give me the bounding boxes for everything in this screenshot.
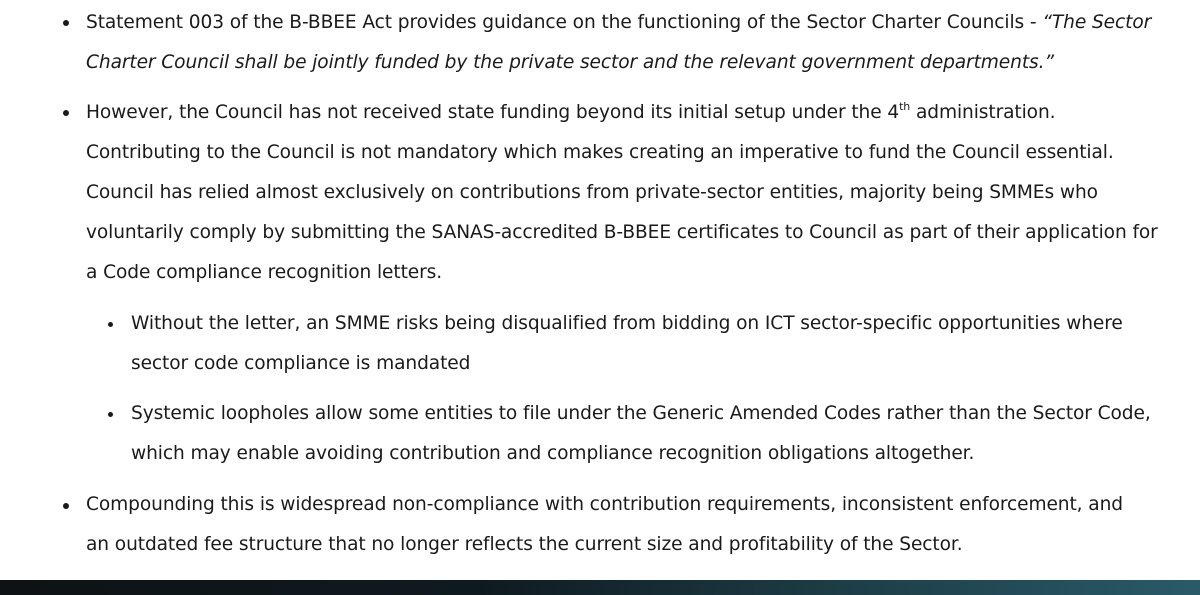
bullet-1-line-1: Statement 003 of the B-BBEE Act provides guidance on the functioning of the Sector Charter Councils - (86, 12, 1043, 33)
bullet-3-line-2: an outdated fee structure that no longer reflects the current size and profitability of the Sector. (86, 534, 963, 555)
sub-bullet-marker (108, 322, 113, 327)
bullet-marker (63, 503, 69, 509)
bullet-2-line-4: voluntarily comply by submitting the SANAS-accredited B-BBEE certificates to Council as part of their application for (86, 222, 1158, 243)
sub-bullet-2-line-2: which may enable avoiding contribution and compliance recognition obligations altogether. (131, 443, 975, 464)
bullet-2-line-1-text: However, the Council has not received state funding beyond its initial setup under the 4 (86, 102, 900, 123)
bullet-2-line-3: Council has relied almost exclusively on contributions from private-sector entities, majority being SMMEs who (86, 182, 1098, 203)
bullet-2-line-5: a Code compliance recognition letters. (86, 262, 443, 283)
sub-bullet-item-2 (131, 394, 1151, 474)
sub-bullet-1-line-1: Without the letter, an SMME risks being disqualified from bidding on ICT sector-specific opportunities where (131, 313, 1123, 334)
sub-bullet-item-1 (131, 304, 1123, 384)
ordinal-superscript: th (899, 100, 911, 113)
bullet-3-line-1: Compounding this is widespread non-compliance with contribution requirements, inconsistent enforcement, and (86, 494, 1123, 515)
bullet-1-line-2: Charter Council shall be jointly funded by the private sector and the relevant government departments.” (86, 52, 1054, 73)
sub-bullet-marker (108, 412, 113, 417)
bullet-marker (63, 110, 69, 116)
bullet-2-line-1-end: administration. (910, 102, 1056, 123)
slide-footer-band (0, 580, 1200, 595)
bullet-1-quote-start: “The Sector (1042, 12, 1152, 33)
sub-bullet-2-line-1: Systemic loopholes allow some entities to file under the Generic Amended Codes rather than the Sector Code, (131, 403, 1151, 424)
bullet-item-3 (86, 485, 1123, 565)
bullet-item-2 (86, 93, 1158, 293)
bullet-2-line-2: Contributing to the Council is not mandatory which makes creating an imperative to fund the Council essential. (86, 142, 1114, 163)
sub-bullet-1-line-2: sector code compliance is mandated (131, 353, 471, 374)
bullet-marker (63, 20, 69, 26)
bullet-item-1 (86, 3, 1151, 83)
